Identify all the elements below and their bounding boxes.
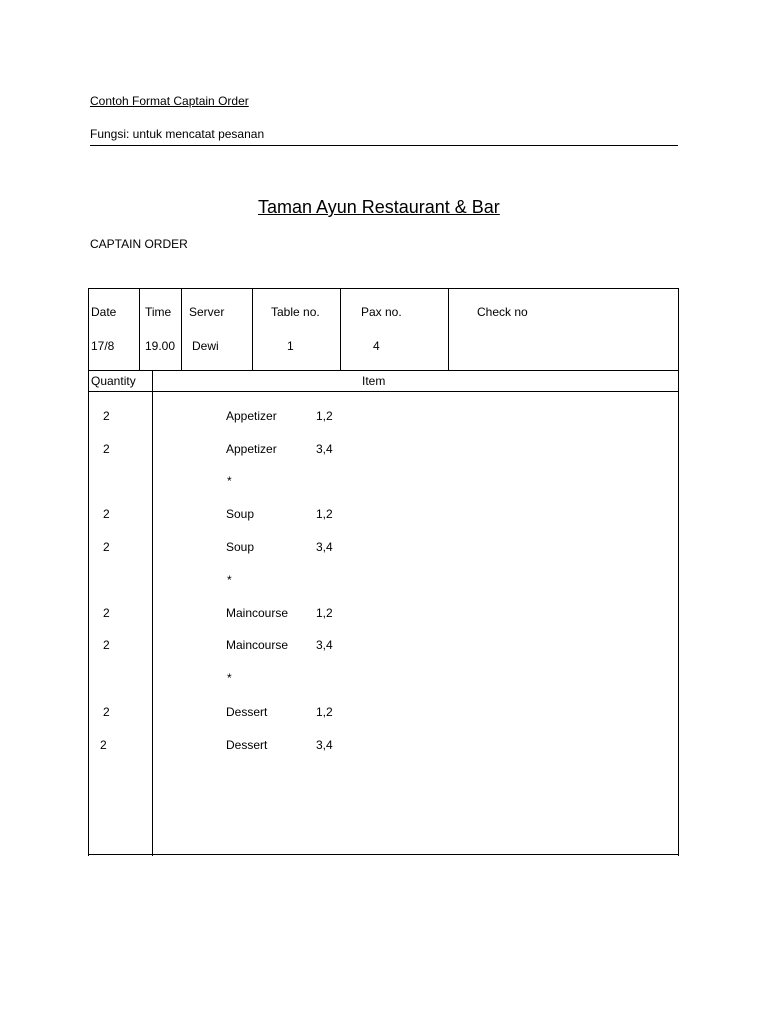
row-seats: 1,2 — [316, 606, 333, 620]
pax-value: 4 — [373, 339, 380, 353]
course-separator: * — [227, 474, 232, 488]
row-item: Maincourse — [226, 638, 289, 652]
item-column-header: Item — [362, 374, 386, 388]
table-value: 1 — [287, 339, 294, 353]
row-quantity: 2 — [103, 638, 110, 652]
divider-pax-check — [448, 288, 449, 370]
row-item: Dessert — [226, 738, 268, 752]
check-header: Check no — [477, 305, 528, 319]
divider-date-time — [139, 288, 140, 370]
course-separator: * — [227, 671, 232, 685]
row-quantity: 2 — [103, 507, 110, 521]
row-seats: 3,4 — [316, 738, 333, 752]
row-item: Soup — [226, 540, 255, 554]
date-header: Date — [91, 305, 117, 319]
time-header: Time — [145, 305, 172, 319]
server-header: Server — [189, 305, 225, 319]
row-seats: 1,2 — [316, 507, 333, 521]
quantity-column-header: Quantity — [91, 374, 136, 388]
function-line: Fungsi: untuk mencatat pesanan — [90, 127, 265, 141]
date-value: 17/8 — [91, 339, 115, 353]
header-divider — [90, 145, 678, 146]
pax-header: Pax no. — [361, 305, 402, 319]
row-item: Maincourse — [226, 606, 289, 620]
row-seats: 1,2 — [316, 409, 333, 423]
row-seats: 3,4 — [316, 442, 333, 456]
form-top-border — [88, 288, 679, 289]
form-label: CAPTAIN ORDER — [90, 237, 188, 251]
row-item: Dessert — [226, 705, 268, 719]
row-item: Appetizer — [226, 409, 277, 423]
row-quantity: 2 — [103, 705, 110, 719]
divider-quantity-item — [152, 370, 153, 856]
row-seats: 1,2 — [316, 705, 333, 719]
row-quantity: 2 — [100, 738, 107, 752]
row-quantity: 2 — [103, 409, 110, 423]
row-item: Appetizer — [226, 442, 277, 456]
row-seats: 3,4 — [316, 638, 333, 652]
info-bottom-border — [88, 370, 679, 371]
time-value: 19.00 — [145, 339, 176, 353]
row-quantity: 2 — [103, 442, 110, 456]
row-quantity: 2 — [103, 540, 110, 554]
form-bottom-border — [88, 854, 679, 855]
row-seats: 3,4 — [316, 540, 333, 554]
row-item: Soup — [226, 507, 255, 521]
column-header-bottom-border — [88, 391, 679, 392]
divider-table-pax — [340, 288, 341, 370]
row-quantity: 2 — [103, 606, 110, 620]
restaurant-name: Taman Ayun Restaurant & Bar — [258, 197, 500, 217]
example-title: Contoh Format Captain Order — [90, 94, 249, 108]
form-left-border — [88, 288, 89, 856]
divider-time-server — [181, 288, 182, 370]
table-header: Table no. — [271, 305, 320, 319]
server-value: Dewi — [192, 339, 219, 353]
divider-server-table — [252, 288, 253, 370]
course-separator: * — [227, 573, 232, 587]
form-right-border — [678, 288, 679, 856]
